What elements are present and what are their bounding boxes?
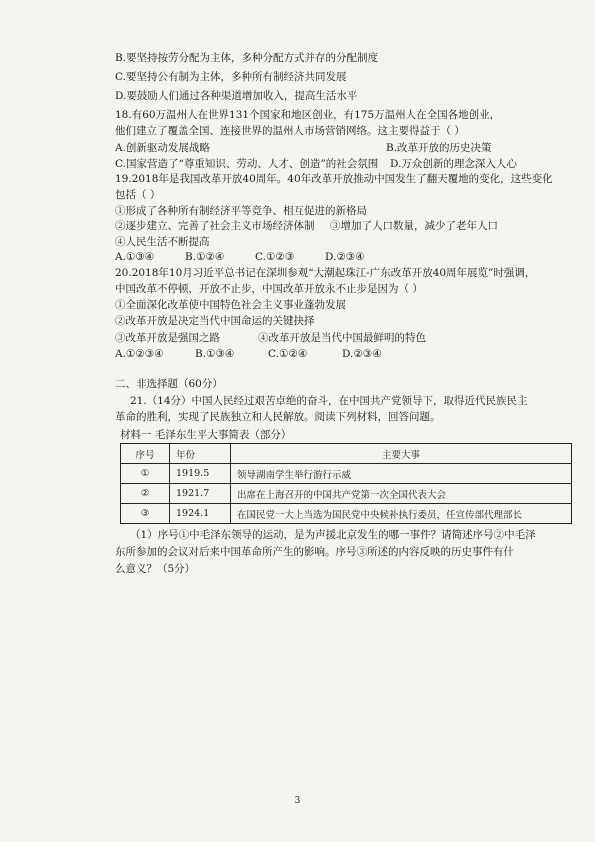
row-no: ② (121, 484, 170, 504)
q19-option-b: B.①②④ (185, 251, 225, 263)
question-18-stem-cont: 他们建立了覆盖全国、连接世界的温州人市场营销网络。这主要得益于（ ） (115, 125, 465, 137)
material-1-title: 材料一 毛泽东生平大事简表（部分） (120, 429, 292, 441)
q19-option-a: A.①③④ (115, 251, 155, 263)
option-c: C.要坚持公有制为主体，多种所有制经济共同发展 (115, 71, 347, 83)
page-number: 3 (294, 796, 301, 806)
q18-option-b: B.改革开放的历史决策 (386, 142, 492, 154)
option-d: D.要鼓励人们通过各种渠道增加收入，提高生活水平 (115, 90, 358, 102)
q20-statement-2: ②改革开放是决定当代中国命运的关键抉择 (115, 315, 315, 327)
row-event: 在国民党一大上当选为国民党中央候补执行委员，任宣传部代理部长 (231, 504, 572, 524)
question-20-stem-cont: 中国改革不停顿，开放不止步，中国改革开放永不止步是因为（ ） (115, 283, 423, 295)
q18-option-d: D.万众创新的理念深入人心 (390, 158, 517, 170)
question-18-stem: 18.有60万温州人在世界131个国家和地区创业，有175万温州人在全国各地创业， (115, 109, 501, 121)
events-table (120, 443, 572, 524)
row-no: ① (121, 464, 170, 484)
row-event: 出席在上海召开的中国共产党第一次全国代表大会 (231, 484, 572, 504)
row-year: 1924.1 (170, 504, 231, 524)
row-event: 领导湖南学生举行游行示威 (231, 464, 572, 484)
question-21-stem-cont: 革命的胜利，实现了民族独立和人民解放。阅读下列材料，回答问题。 (115, 411, 441, 423)
q19-option-c: C.①②③ (255, 251, 295, 263)
header-event: 主要大事 (231, 444, 572, 464)
q21-subquestion-1: （1）序号①中毛泽东领导的运动，是为声援北京发生的哪一事件？请简述序号②中毛泽 (130, 529, 536, 541)
q20-option-c: C.①②④ (268, 348, 308, 360)
row-year: 1921.7 (170, 484, 231, 504)
q19-statement-1: ①形成了各种所有制经济平等竞争、相互促进的新格局 (115, 205, 367, 217)
table-row (121, 464, 572, 484)
q19-statement-3: ③增加了人口数量，减少了老年人口 (330, 220, 498, 232)
q20-statement-3: ③改革开放是强国之路 (115, 332, 220, 344)
q20-option-b: B.①③④ (195, 348, 235, 360)
option-b: B.要坚持按劳分配为主体，多种分配方式并存的分配制度 (115, 52, 379, 64)
q20-option-a: A.①②③④ (115, 348, 164, 360)
q19-statement-2: ②逐步建立、完善了社会主义市场经济体制 (115, 220, 315, 232)
header-no: 序号 (121, 444, 170, 464)
q20-statement-4: ④改革开放是当代中国最鲜明的特色 (258, 332, 426, 344)
q20-statement-1: ①全面深化改革使中国特色社会主义事业蓬勃发展 (115, 299, 346, 311)
q18-option-c: C.国家营造了“尊重知识、劳动、人才、创造”的社会氛围 (115, 158, 379, 170)
row-year: 1919.5 (170, 464, 231, 484)
q18-option-a: A.创新驱动发展战略 (115, 142, 210, 154)
q19-option-d: D.②③④ (325, 251, 365, 263)
question-19-stem: 19.2018年是我国改革开放40周年。40年改革开放推动中国发生了翻天覆地的变化，这些变化 (115, 173, 553, 185)
question-21-stem: 21.（14分）中国人民经过艰苦卓绝的奋斗，在中国共产党领导下，取得近代民族民主 (130, 395, 528, 407)
question-19-stem-cont: 包括（ ） (115, 189, 161, 201)
header-year: 年份 (170, 444, 231, 464)
table-row (121, 484, 572, 504)
table-header-row (121, 444, 572, 464)
section-2-heading: 二、非选择题（60分） (115, 378, 223, 390)
q20-option-d: D.②③④ (342, 348, 382, 360)
question-20-stem: 20.2018年10月习近平总书记在深圳参观“大潮起珠江-广东改革开放40周年展览”时强调， (115, 267, 536, 279)
q19-statement-4: ④人民生活不断提高 (115, 236, 210, 248)
q21-subquestion-1-cont: 东所参加的会议对后来中国革命所产生的影响。序号③所述的内容反映的历史事件有什 (115, 546, 514, 558)
q21-subquestion-1-end: 么意义？（5分） (115, 563, 196, 575)
table-row (121, 504, 572, 524)
row-no: ③ (121, 504, 170, 524)
